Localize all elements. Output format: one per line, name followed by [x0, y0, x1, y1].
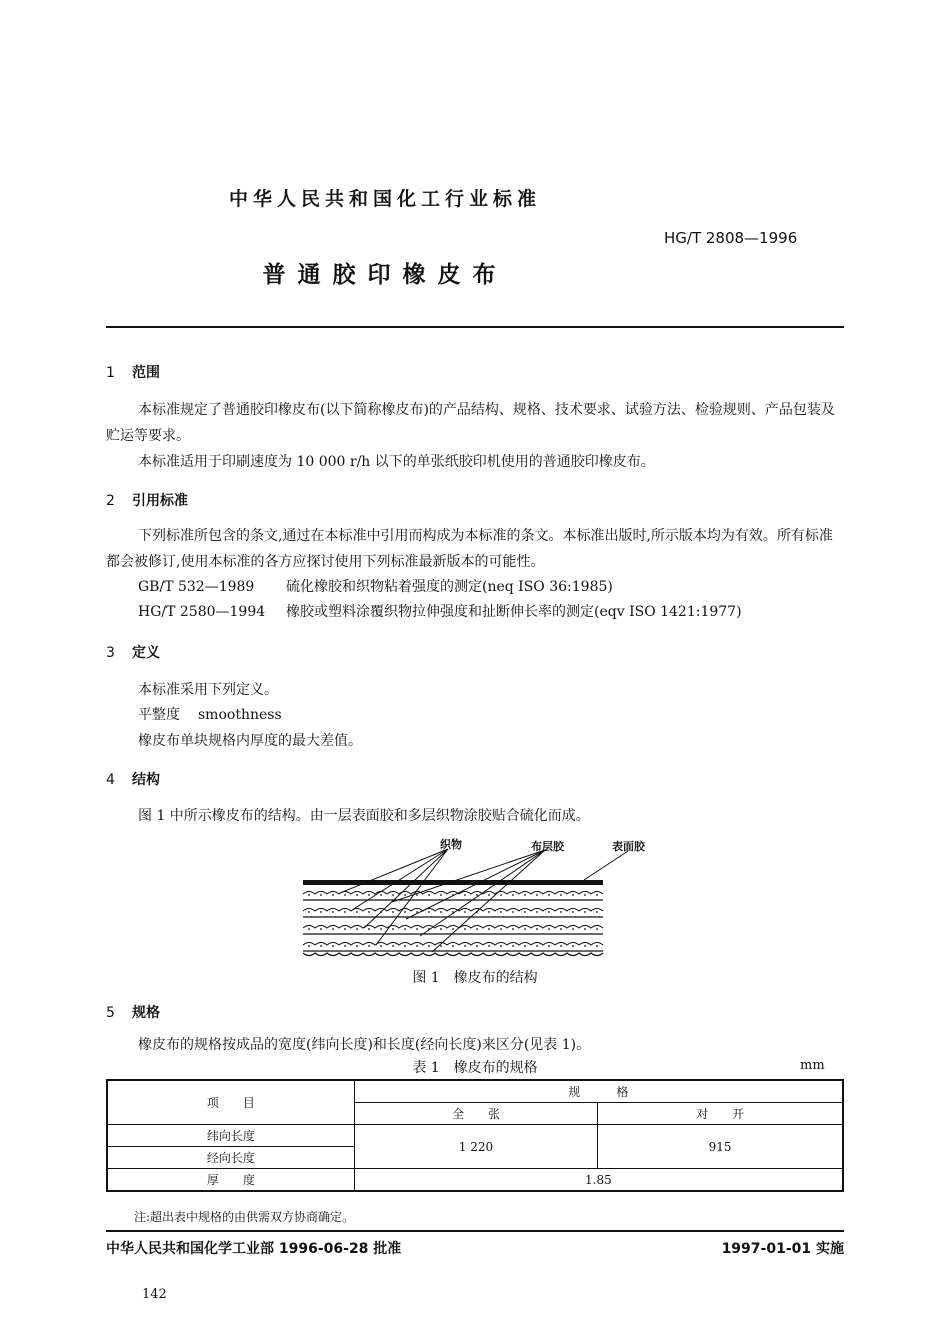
weft-thread-dot [332, 911, 334, 913]
leader-line-fabric-4 [376, 849, 448, 945]
fabric-thread-wave [303, 943, 603, 946]
weft-thread-dot [572, 928, 574, 930]
section-title: 规格 [132, 1005, 160, 1021]
weft-thread-dot [320, 911, 322, 913]
weft-thread-dot [428, 911, 430, 913]
reference-title: 硫化橡胶和织物粘着强度的测定(neq ISO 36:1985) [286, 579, 613, 595]
weft-thread-dot [452, 928, 454, 930]
weft-thread-dot [344, 928, 346, 930]
weft-thread-dot [488, 894, 490, 896]
section-4-paragraph-1: 图 1 中所示橡皮布的结构。由一层表面胶和多层织物涂胶贴合硫化而成。 [138, 808, 590, 824]
weft-thread-dot [332, 928, 334, 930]
weft-thread-dot [500, 911, 502, 913]
table-header-row [107, 1080, 843, 1103]
table-unit: mm [800, 1058, 825, 1073]
weft-thread-dot [464, 945, 466, 947]
weft-thread-dot [476, 911, 478, 913]
leader-line-surface-rubber [584, 851, 628, 880]
weft-thread-dot [560, 911, 562, 913]
section-3-heading [106, 642, 160, 662]
weft-thread-dot [380, 894, 382, 896]
reference-item [138, 601, 742, 623]
weft-thread-dot [464, 928, 466, 930]
weft-thread-dot [596, 911, 598, 913]
weft-thread-dot [368, 945, 370, 947]
weft-thread-dot [512, 894, 514, 896]
surface-rubber-band [303, 880, 603, 885]
table-row [107, 1169, 843, 1192]
weft-thread-dot [404, 945, 406, 947]
weft-thread-dot [488, 928, 490, 930]
header-full-sheet: 全 张 [354, 1103, 597, 1125]
weft-thread-dot [392, 911, 394, 913]
weft-thread-dot [584, 945, 586, 947]
leader-line-fabric-2 [352, 849, 448, 910]
weft-thread-dot [596, 894, 598, 896]
header-item: 项 目 [107, 1080, 354, 1125]
section-4-heading [106, 769, 160, 789]
row-label: 厚 度 [107, 1169, 354, 1192]
weft-thread-dot [488, 911, 490, 913]
cell-full-value: 1 220 [354, 1125, 597, 1169]
header-spec: 规 格 [354, 1080, 843, 1103]
section-number: 3 [106, 645, 115, 661]
weft-thread-dot [368, 911, 370, 913]
table-row [107, 1125, 843, 1147]
weft-thread-dot [428, 894, 430, 896]
weft-thread-dot [416, 894, 418, 896]
leader-line-layer-rubber-2 [406, 850, 545, 919]
weft-thread-dot [524, 928, 526, 930]
footer-rule [106, 1230, 844, 1232]
weft-thread-dot [536, 894, 538, 896]
reference-code: GB/T 532—1989 [138, 579, 255, 595]
bottom-fabric-edge [303, 953, 603, 956]
definition-term-english: smoothness [198, 707, 282, 723]
weft-thread-dot [536, 911, 538, 913]
weft-thread-dot [512, 928, 514, 930]
section-title: 范围 [132, 365, 160, 381]
section-1-paragraph-1: 本标准规定了普通胶印橡皮布(以下简称橡皮布)的产品结构、规格、技术要求、试验方法、检验规则、产品包装及贮运等要求。 [106, 402, 835, 444]
weft-thread-dot [572, 911, 574, 913]
fabric-thread-wave [303, 926, 603, 929]
diagram-layers [303, 892, 603, 956]
weft-thread-dot [440, 894, 442, 896]
leader-line-layer-rubber-3 [420, 850, 545, 936]
page-number: 142 [142, 1287, 167, 1302]
weft-thread-dot [524, 911, 526, 913]
weft-thread-dot [344, 945, 346, 947]
weft-thread-dot [572, 945, 574, 947]
weft-thread-dot [392, 928, 394, 930]
weft-thread-dot [548, 894, 550, 896]
weft-thread-dot [368, 894, 370, 896]
header-half-sheet: 对 开 [598, 1103, 843, 1125]
cell-thickness: 1.85 [354, 1169, 843, 1192]
definition-term-line [138, 702, 844, 728]
weft-thread-dot [344, 894, 346, 896]
weft-thread-dot [524, 945, 526, 947]
document-title: 普通胶印橡皮布 [262, 262, 508, 288]
weft-thread-dot [440, 928, 442, 930]
row-label: 经向长度 [107, 1147, 354, 1169]
weft-thread-dot [548, 945, 550, 947]
weft-thread-dot [572, 894, 574, 896]
section-2-heading [106, 490, 188, 510]
label-surface-rubber: 表面胶 [612, 840, 645, 853]
label-fabric: 织物 [440, 838, 462, 851]
weft-thread-dot [380, 911, 382, 913]
weft-thread-dot [392, 894, 394, 896]
weft-thread-dot [368, 928, 370, 930]
weft-thread-dot [320, 928, 322, 930]
section-5-heading [106, 1002, 160, 1022]
weft-thread-dot [380, 928, 382, 930]
issuing-organization: 中华人民共和国化工行业标准 [228, 188, 541, 210]
section-number: 4 [106, 772, 115, 788]
leader-line-fabric-3 [364, 849, 448, 928]
weft-thread-dot [416, 945, 418, 947]
leader-line-layer-rubber-4 [432, 850, 545, 952]
weft-thread-dot [308, 894, 310, 896]
table-note: 注:超出表中规格的由供需双方协商确定。 [134, 1210, 355, 1224]
weft-thread-dot [356, 894, 358, 896]
weft-thread-dot [560, 945, 562, 947]
weft-thread-dot [452, 911, 454, 913]
section-number: 5 [106, 1005, 115, 1021]
specification-table [106, 1079, 844, 1192]
weft-thread-dot [536, 928, 538, 930]
weft-thread-dot [560, 894, 562, 896]
weft-thread-dot [476, 894, 478, 896]
header-rule [106, 326, 844, 328]
cell-half-value: 915 [598, 1125, 843, 1169]
reference-title: 橡胶或塑料涂覆织物拉伸强度和扯断伸长率的测定(eqv ISO 1421:1977) [286, 604, 742, 620]
weft-thread-dot [356, 911, 358, 913]
weft-thread-dot [392, 945, 394, 947]
weft-thread-dot [536, 945, 538, 947]
weft-thread-dot [416, 911, 418, 913]
weft-thread-dot [500, 894, 502, 896]
weft-thread-dot [584, 894, 586, 896]
table-caption: 表 1 橡皮布的规格 [412, 1060, 538, 1076]
effective-date: 1997-01-01 实施 [721, 1241, 844, 1257]
reference-code: HG/T 2580—1994 [138, 604, 266, 620]
weft-thread-dot [344, 911, 346, 913]
definition-text: 橡皮布单块规格内厚度的最大差值。 [138, 733, 362, 749]
weft-thread-dot [548, 928, 550, 930]
fabric-thread-wave [303, 892, 603, 895]
section-title: 结构 [132, 772, 160, 788]
weft-thread-dot [404, 894, 406, 896]
weft-thread-dot [488, 945, 490, 947]
weft-thread-dot [500, 945, 502, 947]
definition-term: 平整度 [138, 707, 180, 723]
weft-thread-dot [500, 928, 502, 930]
weft-thread-dot [332, 894, 334, 896]
weft-thread-dot [332, 945, 334, 947]
weft-thread-dot [440, 911, 442, 913]
section-number: 1 [106, 365, 115, 381]
leader-lines [340, 849, 628, 952]
reference-item [138, 576, 613, 598]
section-5-paragraph-1: 橡皮布的规格按成品的宽度(纬向长度)和长度(经向长度)来区分(见表 1)。 [138, 1037, 591, 1053]
weft-thread-dot [404, 928, 406, 930]
weft-thread-dot [380, 945, 382, 947]
weft-thread-dot [428, 945, 430, 947]
section-2-paragraph-1: 下列标准所包含的条文,通过在本标准中引用而构成为本标准的条文。本标准出版时,所示版本均为有效。所有标准都会被修订,使用本标准的各方应探讨使用下列标准最新版本的可能性。 [106, 528, 833, 570]
weft-thread-dot [584, 928, 586, 930]
weft-thread-dot [308, 945, 310, 947]
weft-thread-dot [428, 928, 430, 930]
section-1-paragraph-2: 本标准适用于印刷速度为 10 000 r/h 以下的单张纸胶印机使用的普通胶印橡皮布。 [138, 454, 655, 470]
weft-thread-dot [476, 928, 478, 930]
weft-thread-dot [512, 945, 514, 947]
standard-code: HG/T 2808—1996 [664, 229, 798, 247]
figure-caption: 图 1 橡皮布的结构 [412, 970, 538, 986]
weft-thread-dot [548, 911, 550, 913]
weft-thread-dot [356, 945, 358, 947]
section-1-heading [106, 362, 160, 382]
weft-thread-dot [308, 928, 310, 930]
section-title: 定义 [132, 645, 160, 661]
weft-thread-dot [512, 911, 514, 913]
weft-thread-dot [452, 945, 454, 947]
weft-thread-dot [308, 911, 310, 913]
weft-thread-dot [320, 945, 322, 947]
weft-thread-dot [584, 911, 586, 913]
weft-thread-dot [452, 894, 454, 896]
section-3-paragraph-1: 本标准采用下列定义。 [138, 682, 278, 698]
label-layer-rubber: 布层胶 [531, 840, 564, 853]
fabric-thread-wave [303, 909, 603, 912]
weft-thread-dot [356, 928, 358, 930]
section-number: 2 [106, 493, 115, 509]
weft-thread-dot [524, 894, 526, 896]
weft-thread-dot [440, 945, 442, 947]
weft-thread-dot [320, 894, 322, 896]
leader-line-fabric-1 [340, 849, 448, 893]
weft-thread-dot [404, 911, 406, 913]
weft-thread-dot [560, 928, 562, 930]
weft-thread-dot [464, 911, 466, 913]
weft-thread-dot [596, 928, 598, 930]
leader-line-layer-rubber-1 [392, 850, 545, 902]
weft-thread-dot [476, 945, 478, 947]
weft-thread-dot [416, 928, 418, 930]
row-label: 纬向长度 [107, 1125, 354, 1147]
approval-line: 中华人民共和国化学工业部 1996-06-28 批准 [106, 1241, 402, 1257]
weft-thread-dot [464, 894, 466, 896]
section-title: 引用标准 [132, 493, 188, 509]
weft-thread-dot [596, 945, 598, 947]
